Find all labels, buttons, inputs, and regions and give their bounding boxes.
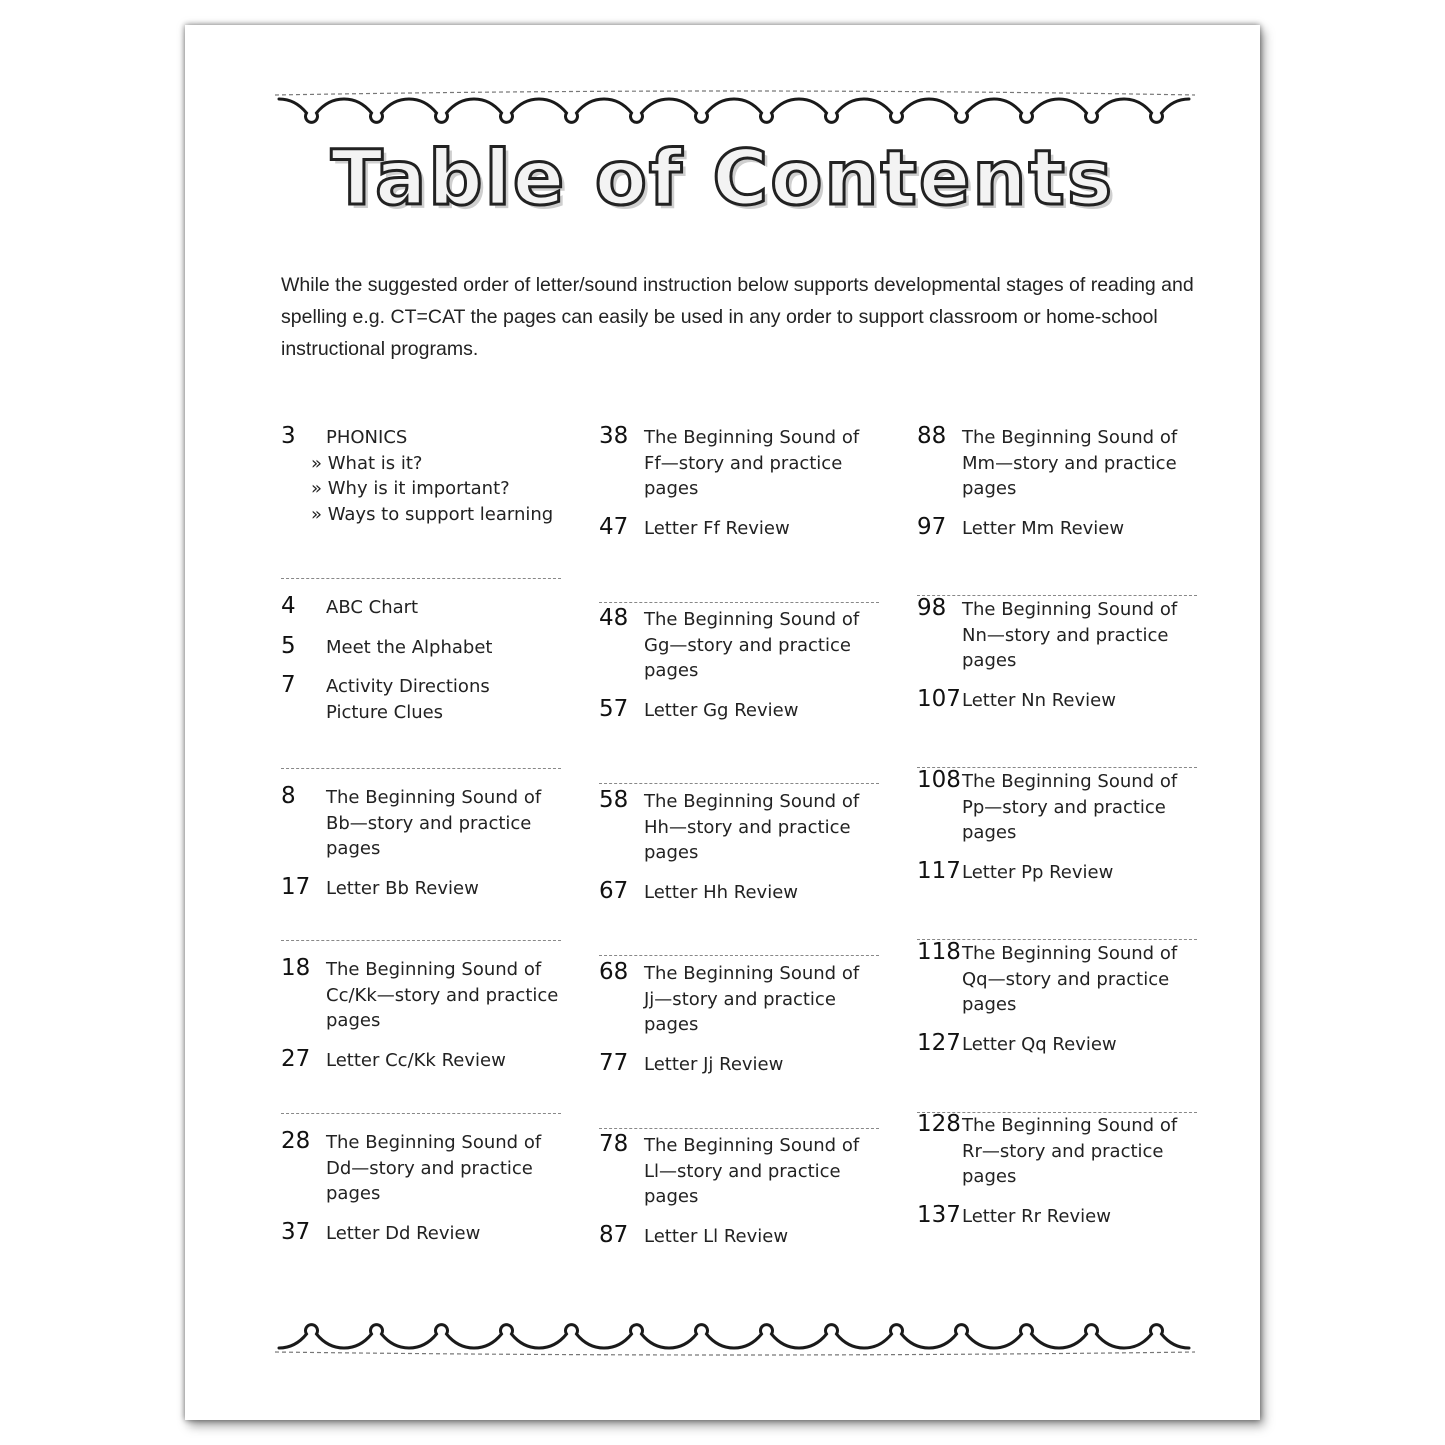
entry-label-line: pages bbox=[644, 842, 699, 863]
toc-entry[interactable] bbox=[917, 1029, 1197, 1058]
toc-entry[interactable] bbox=[599, 513, 879, 542]
entry-label-line: Qq—story and practice bbox=[962, 968, 1170, 990]
toc-entry[interactable] bbox=[917, 857, 1197, 886]
entry-label-line: Gg—story and practice bbox=[644, 634, 851, 656]
entry-label-line: The Beginning Sound of bbox=[326, 1132, 542, 1153]
entry-label-line: PHONICS bbox=[326, 427, 408, 448]
entry-label bbox=[962, 597, 1197, 674]
entry-label bbox=[962, 941, 1197, 1018]
entry-label-line: pages bbox=[962, 478, 1017, 499]
entry-label-line: Picture Clues bbox=[326, 701, 444, 723]
entry-label bbox=[962, 516, 1197, 542]
dashed-divider bbox=[599, 1128, 879, 1129]
page-number: 118 bbox=[917, 939, 961, 965]
toc-entry[interactable] bbox=[599, 1221, 879, 1250]
toc-group bbox=[281, 595, 561, 739]
toc-entry[interactable] bbox=[599, 877, 879, 906]
entry-label-line: The Beginning Sound of bbox=[962, 943, 1178, 964]
page-number: 68 bbox=[599, 959, 629, 985]
entry-label bbox=[962, 425, 1197, 502]
toc-group bbox=[599, 961, 879, 1091]
entry-label-line: Mm—story and practice bbox=[962, 452, 1177, 474]
page-number: 38 bbox=[599, 423, 629, 449]
entry-label-line: Bb—story and practice bbox=[326, 812, 532, 834]
page-number: 47 bbox=[599, 513, 629, 540]
entry-label-line: pages bbox=[644, 1186, 699, 1207]
entry-label-line: The Beginning Sound of bbox=[962, 599, 1178, 620]
entry-label-line: The Beginning Sound of bbox=[326, 787, 542, 808]
entry-label bbox=[644, 961, 879, 1038]
entry-label bbox=[644, 880, 879, 906]
entry-label-line: Hh—story and practice bbox=[644, 816, 851, 838]
toc-entry[interactable] bbox=[599, 789, 879, 866]
entry-subitem: » Why is it important? bbox=[311, 478, 510, 499]
entry-label-line: Nn—story and practice bbox=[962, 624, 1169, 646]
loop-border-top bbox=[275, 89, 1195, 139]
entry-label bbox=[644, 1224, 879, 1250]
entry-label-line: Letter Rr Review bbox=[962, 1205, 1111, 1227]
entry-label bbox=[326, 425, 561, 451]
entry-label bbox=[962, 688, 1197, 714]
entry-label bbox=[326, 876, 561, 902]
toc-group bbox=[917, 425, 1197, 555]
entry-label-line: The Beginning Sound of bbox=[644, 1135, 860, 1156]
toc-entry[interactable] bbox=[917, 685, 1197, 714]
entry-label-line: Cc/Kk—story and practice bbox=[326, 984, 559, 1006]
entry-label-line: The Beginning Sound of bbox=[962, 1115, 1178, 1136]
page-number: 37 bbox=[281, 1218, 311, 1245]
page-number: 3 bbox=[281, 423, 296, 449]
entry-label-line: The Beginning Sound of bbox=[962, 771, 1178, 792]
toc-entry[interactable] bbox=[917, 513, 1197, 542]
page-number: 48 bbox=[599, 605, 629, 631]
page-number: 128 bbox=[917, 1111, 961, 1137]
entry-label-line: pages bbox=[644, 478, 699, 499]
entry-label-line: The Beginning Sound of bbox=[644, 963, 860, 984]
worksheet-page bbox=[185, 25, 1260, 1420]
toc-entry[interactable] bbox=[917, 769, 1197, 846]
entry-label-line: The Beginning Sound of bbox=[644, 791, 860, 812]
entry-label bbox=[962, 769, 1197, 846]
entry-label-line: Pp—story and practice bbox=[962, 796, 1166, 818]
entry-label-line: Letter Ff Review bbox=[644, 517, 790, 539]
dashed-divider bbox=[281, 940, 561, 941]
entry-label-line: Rr—story and practice bbox=[962, 1140, 1164, 1162]
entry-label-line: pages bbox=[962, 822, 1017, 843]
entry-label bbox=[644, 425, 879, 502]
dashed-divider bbox=[281, 578, 561, 579]
entry-label-line: Letter Dd Review bbox=[326, 1222, 481, 1244]
page-number: 17 bbox=[281, 873, 311, 900]
page-number: 98 bbox=[917, 595, 947, 621]
page-number: 77 bbox=[599, 1049, 629, 1076]
page-number: 127 bbox=[917, 1029, 961, 1056]
entry-label bbox=[326, 785, 561, 862]
toc-entry[interactable] bbox=[599, 961, 879, 1038]
toc-group bbox=[281, 785, 561, 915]
entry-label bbox=[962, 1113, 1197, 1190]
dashed-divider bbox=[599, 955, 879, 956]
dashed-divider bbox=[599, 783, 879, 784]
toc-entry[interactable] bbox=[281, 1045, 561, 1074]
entry-label-line: pages bbox=[326, 1183, 381, 1204]
entry-label-line: Letter Gg Review bbox=[644, 699, 799, 721]
page-title: Table of Contents bbox=[330, 133, 1115, 222]
toc-entry[interactable] bbox=[281, 632, 561, 661]
page-number: 108 bbox=[917, 767, 961, 793]
toc-group bbox=[599, 789, 879, 919]
entry-label bbox=[962, 1032, 1197, 1058]
entry-label-line: pages bbox=[962, 1166, 1017, 1187]
entry-label bbox=[326, 595, 561, 621]
toc-entry[interactable] bbox=[599, 1133, 879, 1210]
entry-label bbox=[644, 1133, 879, 1210]
page-number: 7 bbox=[281, 672, 296, 698]
page-number: 5 bbox=[281, 632, 296, 659]
page-number: 117 bbox=[917, 857, 961, 884]
entry-label-line: The Beginning Sound of bbox=[644, 427, 860, 448]
toc-group bbox=[599, 1133, 879, 1263]
page-number: 18 bbox=[281, 955, 311, 981]
page-number: 58 bbox=[599, 787, 629, 813]
entry-label bbox=[326, 635, 561, 661]
entry-label bbox=[326, 957, 561, 1034]
intro-paragraph: While the suggested order of letter/sound instruction below supports developmental stages of reading and spelling e.g. CT=CAT the pages can easily be used in any order to support classroom or home-school instructional programs. bbox=[281, 274, 1194, 360]
entry-label-line: Letter Nn Review bbox=[962, 689, 1116, 711]
toc-entry[interactable] bbox=[917, 425, 1197, 502]
toc-group bbox=[917, 1113, 1197, 1243]
entry-label bbox=[644, 516, 879, 542]
page-number: 57 bbox=[599, 695, 629, 722]
entry-label bbox=[962, 860, 1197, 886]
toc-entry[interactable] bbox=[281, 595, 561, 621]
page-number: 88 bbox=[917, 423, 947, 449]
entry-subitem: » What is it? bbox=[311, 452, 423, 474]
toc-group bbox=[917, 941, 1197, 1071]
entry-label-line: pages bbox=[644, 660, 699, 681]
entry-label-line: Letter Ll Review bbox=[644, 1225, 789, 1247]
entry-label-line: The Beginning Sound of bbox=[326, 959, 542, 980]
entry-subitem: » Ways to support learning bbox=[311, 503, 554, 525]
toc-entry[interactable] bbox=[599, 607, 879, 684]
dashed-divider bbox=[917, 595, 1197, 596]
entry-label-line: Ll—story and practice bbox=[644, 1160, 841, 1182]
toc-entry[interactable] bbox=[917, 1113, 1197, 1190]
entry-label-line: pages bbox=[644, 1014, 699, 1035]
entry-label-line: Letter Qq Review bbox=[962, 1033, 1117, 1055]
toc-group bbox=[917, 769, 1197, 899]
page-number: 137 bbox=[917, 1201, 961, 1228]
entry-label bbox=[326, 1221, 561, 1247]
entry-label-line: Meet the Alphabet bbox=[326, 636, 493, 658]
toc-group bbox=[917, 597, 1197, 727]
toc-entry[interactable] bbox=[281, 957, 561, 1034]
toc-entry[interactable] bbox=[917, 941, 1197, 1018]
dashed-divider bbox=[281, 768, 561, 769]
loop-border-bottom bbox=[275, 1308, 1195, 1358]
page-number: 67 bbox=[599, 877, 629, 904]
entry-label-line: Jj—story and practice bbox=[644, 988, 836, 1010]
entry-label-line: Letter Hh Review bbox=[644, 881, 798, 903]
entry-label-line: The Beginning Sound of bbox=[962, 427, 1178, 448]
entry-label bbox=[644, 1052, 879, 1078]
entry-label bbox=[326, 1048, 561, 1074]
dashed-divider bbox=[917, 767, 1197, 768]
page-number: 87 bbox=[599, 1221, 629, 1248]
entry-label-line: Letter Pp Review bbox=[962, 861, 1114, 883]
toc-entry[interactable] bbox=[281, 1218, 561, 1247]
entry-label-line: pages bbox=[962, 994, 1017, 1015]
entry-label-line: Letter Jj Review bbox=[644, 1053, 784, 1075]
toc-entry[interactable] bbox=[281, 873, 561, 902]
page-number: 8 bbox=[281, 783, 296, 809]
dashed-divider bbox=[599, 602, 879, 603]
entry-label-line: The Beginning Sound of bbox=[644, 609, 860, 630]
toc-group bbox=[281, 957, 561, 1087]
toc-entry[interactable] bbox=[599, 425, 879, 502]
entry-label bbox=[644, 607, 879, 684]
toc-entry[interactable] bbox=[281, 785, 561, 862]
entry-label bbox=[644, 789, 879, 866]
entry-label bbox=[962, 1204, 1197, 1230]
toc-entry[interactable] bbox=[599, 695, 879, 724]
toc-entry[interactable] bbox=[281, 425, 561, 527]
page-number: 107 bbox=[917, 685, 961, 712]
toc-entry[interactable] bbox=[599, 1049, 879, 1078]
dashed-divider bbox=[917, 939, 1197, 940]
page-number: 78 bbox=[599, 1131, 629, 1157]
entry-label-line: pages bbox=[326, 1010, 381, 1031]
entry-label-line: Ff—story and practice bbox=[644, 452, 843, 474]
dashed-divider bbox=[917, 1112, 1197, 1113]
entry-label-line: ABC Chart bbox=[326, 597, 419, 618]
toc-entry[interactable] bbox=[281, 674, 561, 725]
entry-label-line: Letter Bb Review bbox=[326, 877, 479, 899]
dashed-divider bbox=[281, 1113, 561, 1114]
entry-label bbox=[326, 674, 561, 725]
page-number: 27 bbox=[281, 1045, 311, 1072]
toc-group bbox=[599, 607, 879, 737]
toc-entry[interactable] bbox=[917, 1201, 1197, 1230]
toc-entry[interactable] bbox=[917, 597, 1197, 674]
entry-label-line: Dd—story and practice bbox=[326, 1157, 533, 1179]
entry-label-line: Letter Cc/Kk Review bbox=[326, 1049, 506, 1071]
toc-group bbox=[281, 425, 561, 541]
entry-label-line: Letter Mm Review bbox=[962, 517, 1125, 539]
entry-label-line: pages bbox=[962, 650, 1017, 671]
page-number: 97 bbox=[917, 513, 947, 540]
entry-label bbox=[644, 698, 879, 724]
page-number: 4 bbox=[281, 593, 296, 619]
toc-entry[interactable] bbox=[281, 1130, 561, 1207]
entry-label bbox=[326, 1130, 561, 1207]
entry-label-line: pages bbox=[326, 838, 381, 859]
toc-group bbox=[281, 1130, 561, 1260]
entry-label-line: Activity Directions bbox=[326, 676, 490, 697]
toc-group bbox=[599, 425, 879, 555]
page-number: 28 bbox=[281, 1128, 311, 1154]
